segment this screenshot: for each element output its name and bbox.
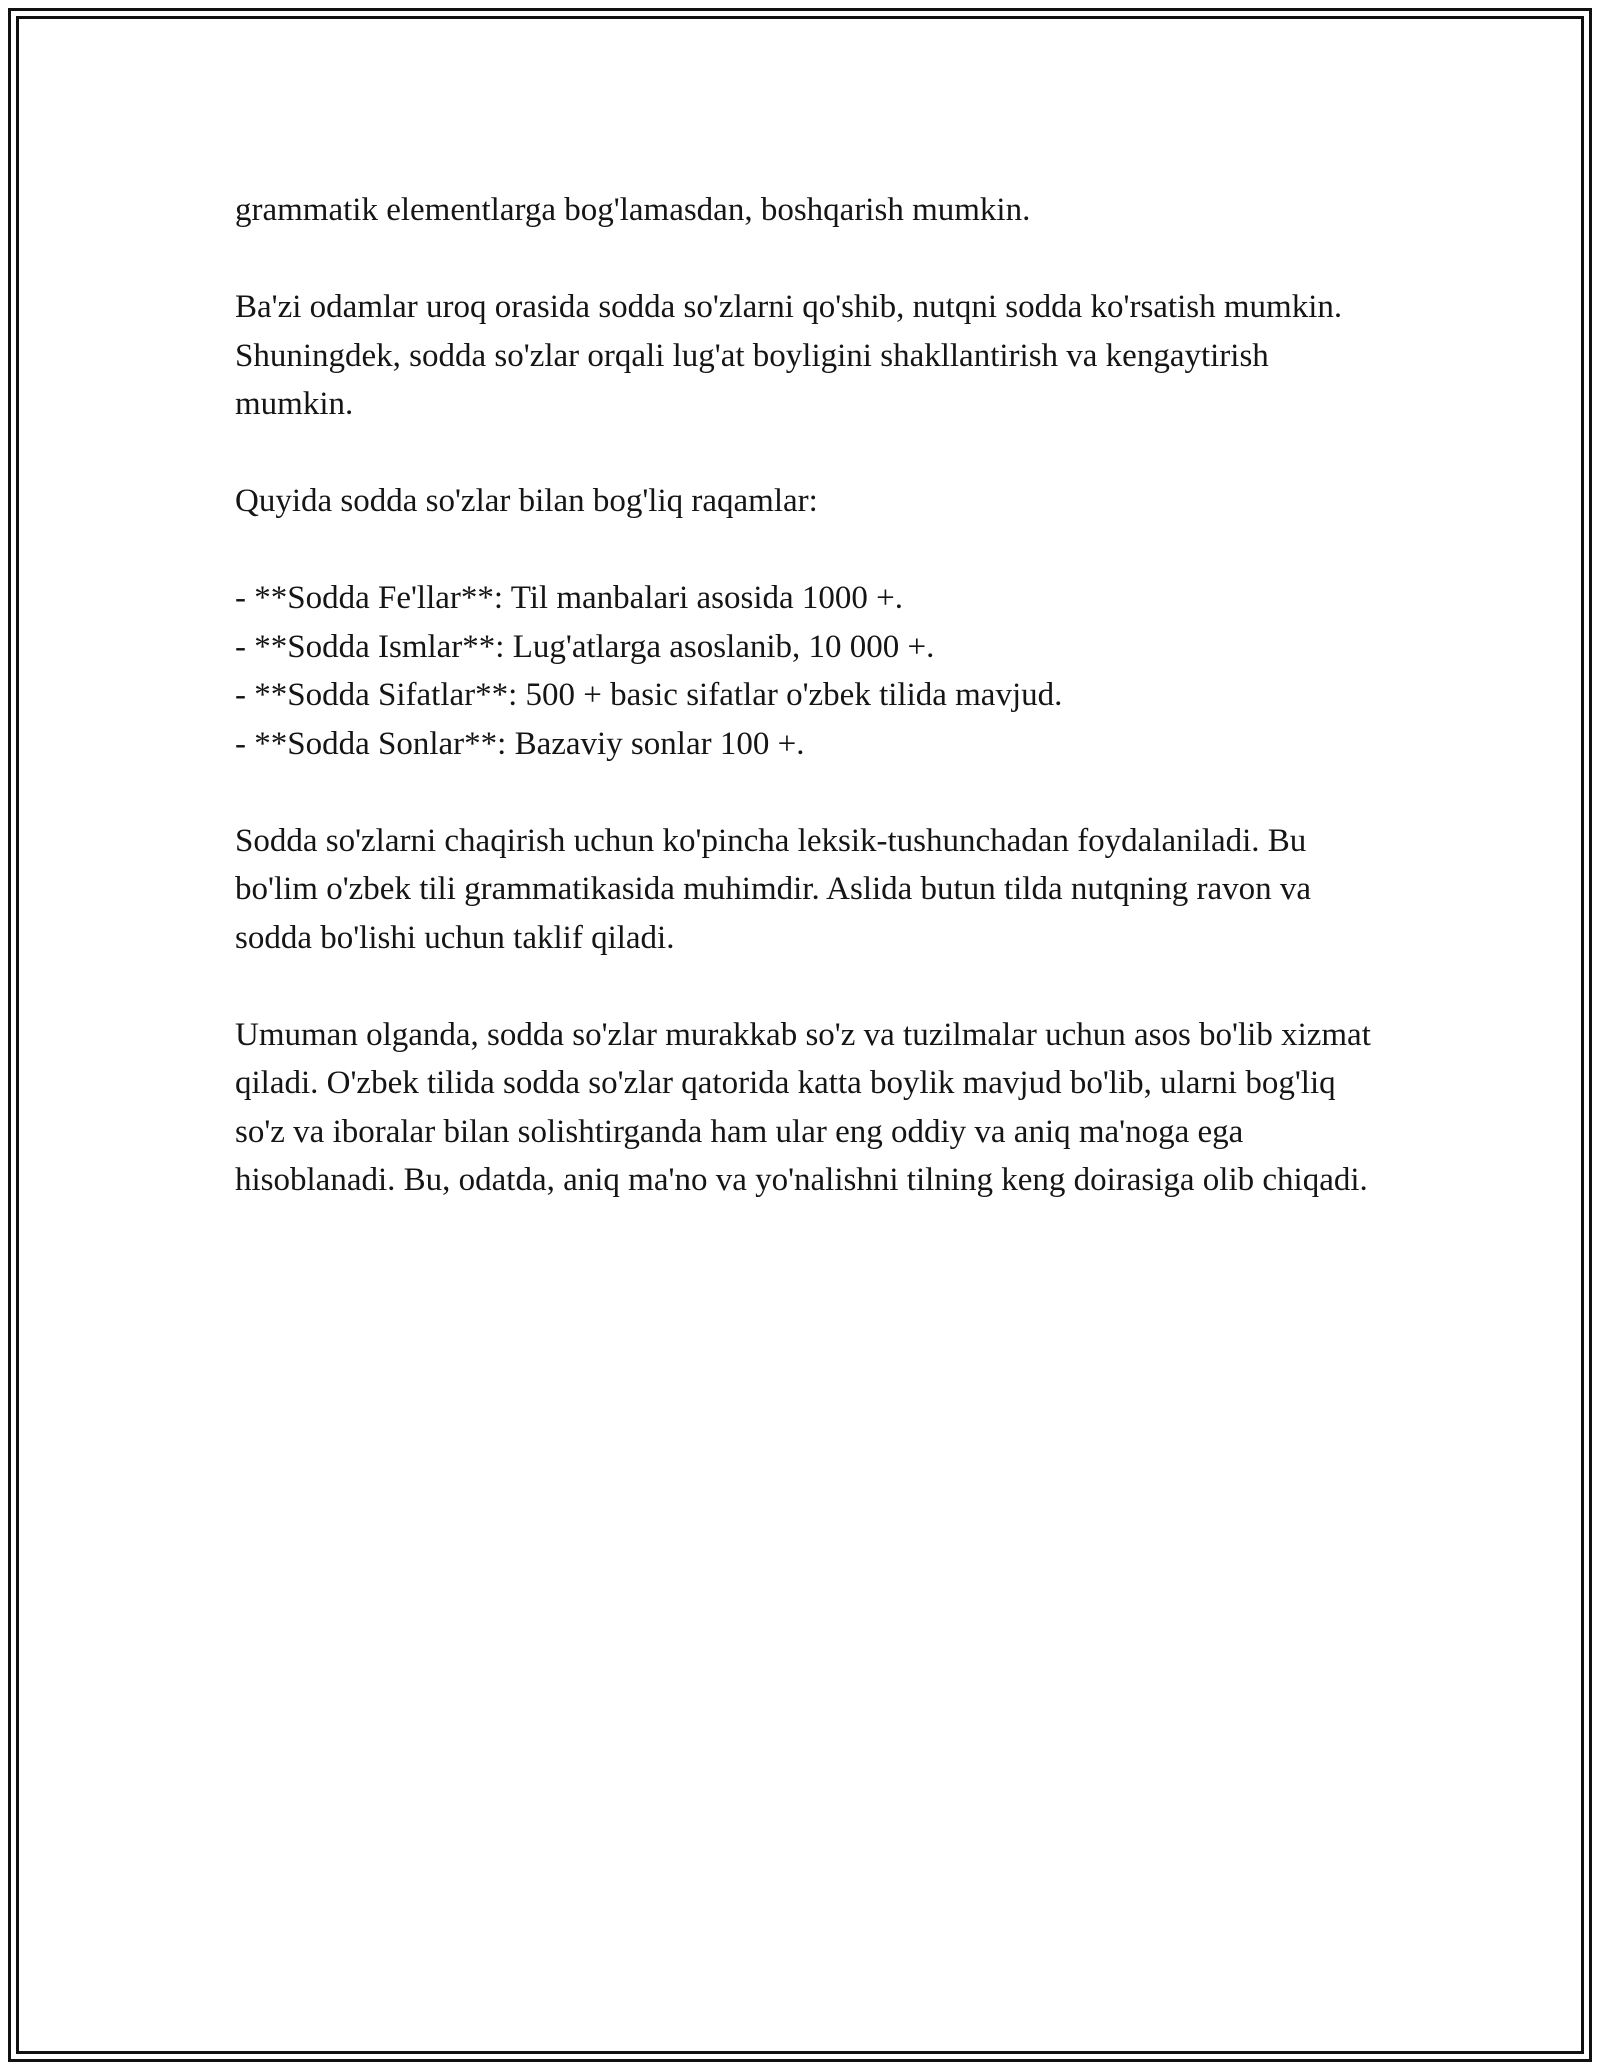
paragraph-conclusion: Umuman olganda, sodda so'zlar murakkab so'z va tuzilmalar uchun asos bo'lib xizmat qiladi. O'zbek tilida sodda so'zlar qatorida katta boylik mavjud bo'lib, ularni bog'liq so'z va iboralar bilan solishtirganda ham ular eng oddiy va aniq ma'noga ega hisoblanadi. Bu, odatda, aniq ma'no va yo'nalishni tilning keng doirasiga olib chiqadi. bbox=[235, 1016, 1371, 1198]
document-body bbox=[235, 186, 1375, 1253]
list-item-numbers: - **Sodda Sonlar**: Bazaviy sonlar 100 +. bbox=[235, 725, 805, 762]
word-count-list bbox=[235, 574, 1375, 768]
list-item-adjectives: - **Sodda Sifatlar**: 500 + basic sifatlar o'zbek tilida mavjud. bbox=[235, 677, 1063, 713]
paragraph-intro: Ba'zi odamlar uroq orasida sodda so'zlarni qo'shib, nutqni sodda ko'rsatish mumkin. Shuningdek, sodda so'zlar orqali lug'at boyligini shakllantirish va kengaytirish mumkin. bbox=[235, 289, 1343, 422]
list-item-nouns: - **Sodda Ismlar**: Lug'atlarga asoslanib, 10 000 +. bbox=[235, 628, 935, 665]
paragraph-lexical: Sodda so'zlarni chaqirish uchun ko'pincha leksik-tushunchadan foydalaniladi. Bu bo'lim o'zbek tili grammatikasida muhimdir. Aslida butun tilda nutqning ravon va sodda bo'lishi uchun taklif qiladi. bbox=[235, 822, 1311, 956]
paragraph-list-heading: Quyida sodda so'zlar bilan bog'liq raqamlar: bbox=[235, 483, 818, 519]
paragraph-continuation: grammatik elementlarga bog'lamasdan, boshqarish mumkin. bbox=[235, 192, 1031, 228]
list-item-verbs: - **Sodda Fe'llar**: Til manbalari asosida 1000 +. bbox=[235, 580, 904, 616]
